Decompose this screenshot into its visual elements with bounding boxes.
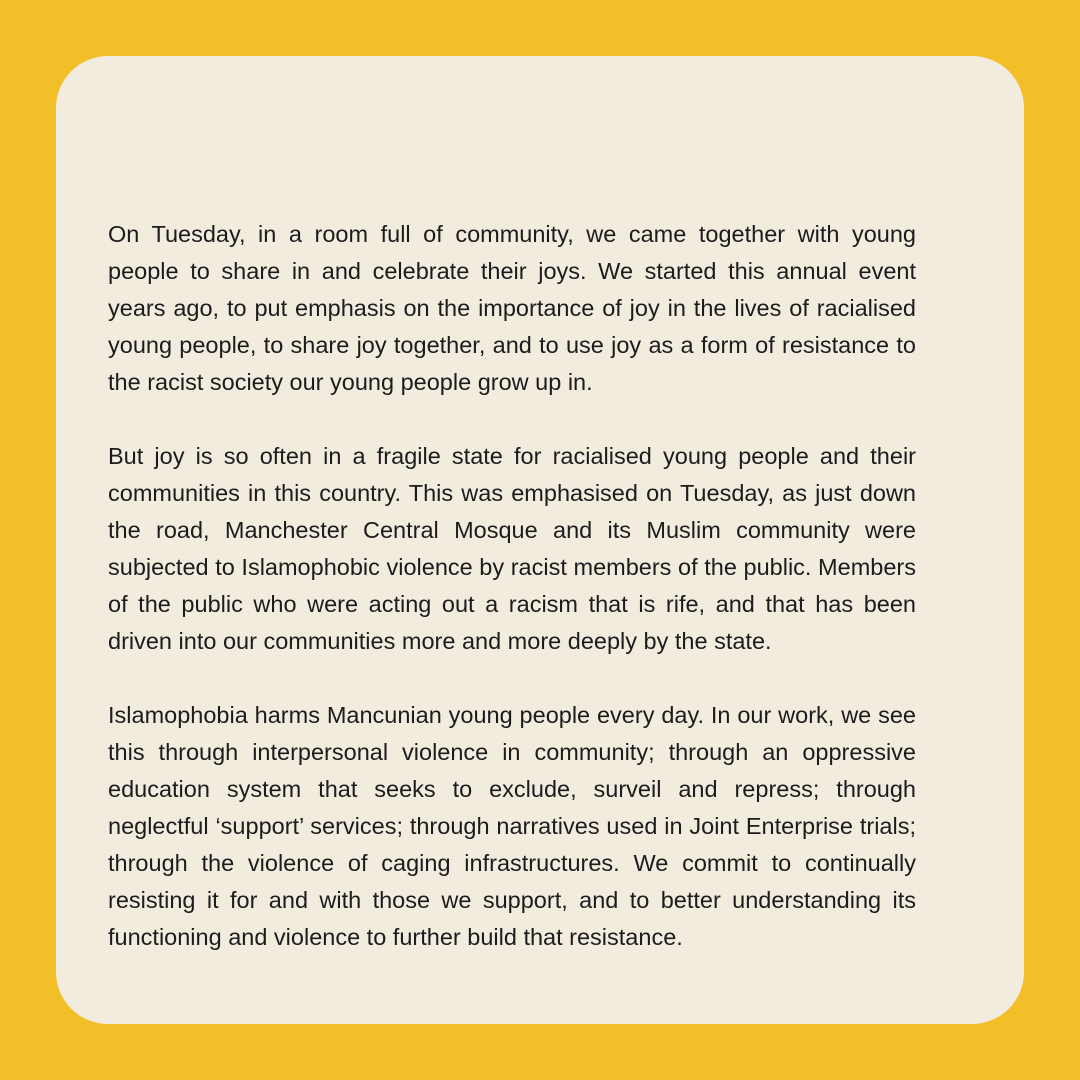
paragraph-joy-event: On Tuesday, in a room full of community, we came together with young people to share in and celebrate their joys. We started this annual event years ago, to put emphasis on the importance of joy in the lives of racialised young people, to share joy together, and to use joy as a form of resistance to the racist society our young people grow up in. (108, 221, 916, 395)
paragraph-islamophobia-commitment: Islamophobia harms Mancunian young people every day. In our work, we see this through interpersonal violence in community; through an oppressive education system that seeks to exclude, surveil and repress; through neglectful ‘support’ services; through narratives used in Joint Enterprise trials; through the violence of caging infrastructures. We commit to continually resisting it for and with those we support, and to better understanding its functioning and violence to further build that resistance. (108, 702, 916, 950)
paragraph-mosque-violence: But joy is so often in a fragile state for racialised young people and their communities in this country. This was emphasised on Tuesday, as just down the road, Manchester Central Mosque and its Muslim community were subjected to Islamophobic violence by racist members of the public. Members of the public who were acting out a racism that is rife, and that has been driven into our communities more and more deeply by the state. (108, 443, 916, 654)
statement-card (56, 56, 1024, 1024)
